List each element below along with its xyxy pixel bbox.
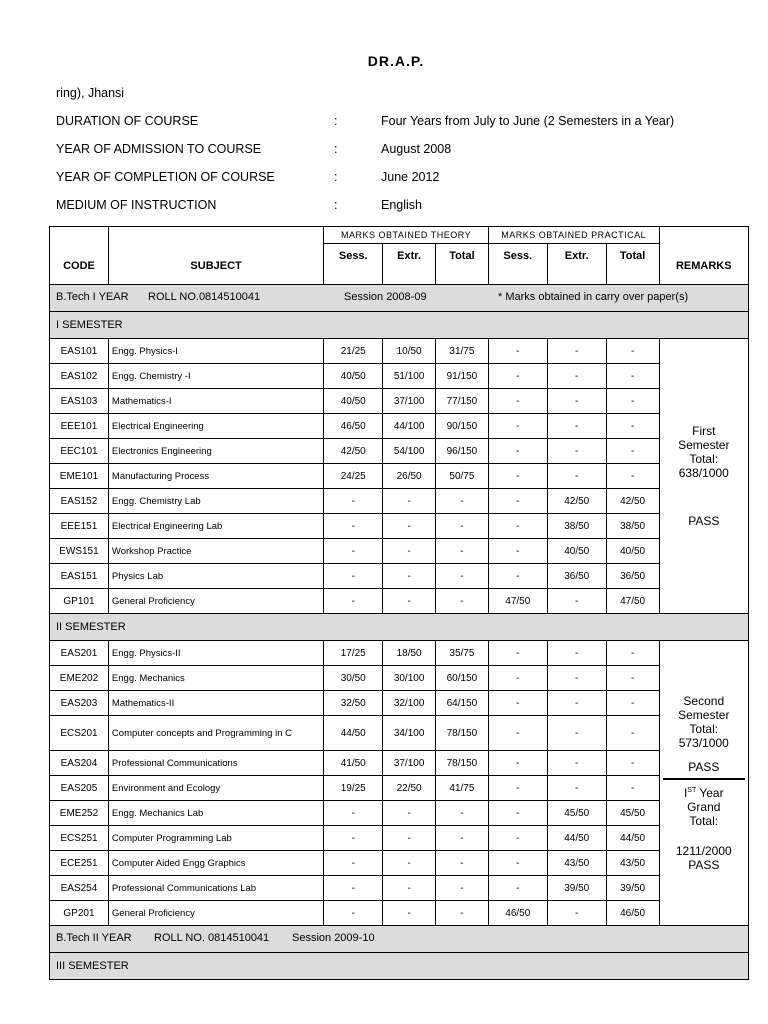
- practical-extr: 43/50: [547, 851, 606, 876]
- subject-name: Electrical Engineering Lab: [108, 514, 323, 539]
- subject-name: Engg. Mechanics Lab: [108, 801, 323, 826]
- theory-extr: 30/100: [383, 666, 436, 691]
- subject-code: ECE251: [50, 851, 109, 876]
- header-code: CODE: [50, 227, 109, 285]
- practical-sess: -: [488, 826, 547, 851]
- theory-extr: 34/100: [383, 716, 436, 751]
- practical-sess: -: [488, 339, 547, 364]
- theory-total: -: [436, 901, 489, 926]
- subject-code: EME101: [50, 464, 109, 489]
- semester-label: II SEMESTER: [50, 614, 749, 641]
- header-practical-extr: Extr.: [547, 244, 606, 285]
- subject-name: Professional Communications Lab: [108, 876, 323, 901]
- subject-name: Engg. Chemistry -I: [108, 364, 323, 389]
- subject-code: EAS205: [50, 776, 109, 801]
- practical-sess: -: [488, 564, 547, 589]
- theory-sess: -: [324, 901, 383, 926]
- info-label: DURATION OF COURSE: [56, 114, 199, 128]
- remark-line: Total:: [689, 452, 719, 466]
- practical-sess: 46/50: [488, 901, 547, 926]
- practical-extr: -: [547, 414, 606, 439]
- theory-sess: -: [324, 564, 383, 589]
- practical-total: -: [606, 439, 659, 464]
- subject-name: Physics Lab: [108, 564, 323, 589]
- subject-code: EAS102: [50, 364, 109, 389]
- theory-total: 77/150: [436, 389, 489, 414]
- practical-extr: 36/50: [547, 564, 606, 589]
- subject-code: GP201: [50, 901, 109, 926]
- practical-extr: -: [547, 666, 606, 691]
- remark-total: 573/1000: [678, 736, 729, 750]
- practical-total: -: [606, 641, 659, 666]
- practical-total: -: [606, 414, 659, 439]
- practical-sess: 47/50: [488, 589, 547, 614]
- subject-code: EWS151: [50, 539, 109, 564]
- subject-name: Environment and Ecology: [108, 776, 323, 801]
- session-label: Session 2009-10: [292, 932, 375, 944]
- remark-divider: [663, 778, 745, 780]
- year-band-1: [50, 285, 749, 312]
- remark-line: Total:: [689, 814, 719, 828]
- table-row: [50, 826, 749, 851]
- theory-total: 78/150: [436, 751, 489, 776]
- theory-total: -: [436, 851, 489, 876]
- theory-total: 96/150: [436, 439, 489, 464]
- year-remark-heading: IST Year: [683, 786, 724, 800]
- theory-extr: -: [383, 826, 436, 851]
- practical-sess: -: [488, 876, 547, 901]
- practical-extr: 42/50: [547, 489, 606, 514]
- table-row: [50, 364, 749, 389]
- info-value: English: [381, 198, 422, 212]
- subject-name: Computer Programming Lab: [108, 826, 323, 851]
- theory-total: 90/150: [436, 414, 489, 439]
- theory-sess: -: [324, 876, 383, 901]
- header-theory-extr: Extr.: [383, 244, 436, 285]
- subject-name: Workshop Practice: [108, 539, 323, 564]
- practical-extr: 40/50: [547, 539, 606, 564]
- practical-extr: -: [547, 439, 606, 464]
- table-row: [50, 876, 749, 901]
- theory-extr: 37/100: [383, 751, 436, 776]
- remark-total: 638/1000: [678, 466, 729, 480]
- practical-extr: -: [547, 691, 606, 716]
- practical-sess: -: [488, 389, 547, 414]
- remark-result: PASS: [688, 514, 720, 528]
- subject-name: Engg. Mechanics: [108, 666, 323, 691]
- theory-total: -: [436, 801, 489, 826]
- header-theory: MARKS OBTAINED THEORY: [324, 227, 489, 244]
- subject-name: Manufacturing Process: [108, 464, 323, 489]
- subject-code: EAS203: [50, 691, 109, 716]
- table-row: [50, 776, 749, 801]
- practical-extr: -: [547, 901, 606, 926]
- practical-total: 36/50: [606, 564, 659, 589]
- theory-extr: -: [383, 489, 436, 514]
- practical-sess: -: [488, 801, 547, 826]
- theory-extr: 37/100: [383, 389, 436, 414]
- info-value: June 2012: [381, 170, 440, 184]
- subject-code: EME202: [50, 666, 109, 691]
- grand-total: 1211/2000: [675, 844, 732, 858]
- semester-remark: [659, 339, 748, 614]
- practical-total: 39/50: [606, 876, 659, 901]
- semester-band-2: [50, 614, 749, 641]
- practical-total: 42/50: [606, 489, 659, 514]
- practical-sess: -: [488, 751, 547, 776]
- header-theory-sess: Sess.: [324, 244, 383, 285]
- practical-extr: 45/50: [547, 801, 606, 826]
- theory-extr: -: [383, 901, 436, 926]
- practical-sess: -: [488, 414, 547, 439]
- subject-code: EEC101: [50, 439, 109, 464]
- theory-sess: 41/50: [324, 751, 383, 776]
- remark-line: Second: [683, 694, 725, 708]
- subject-name: General Proficiency: [108, 589, 323, 614]
- table-row: [50, 414, 749, 439]
- practical-extr: -: [547, 389, 606, 414]
- theory-sess: 30/50: [324, 666, 383, 691]
- info-separator: :: [334, 114, 338, 128]
- table-row: [50, 564, 749, 589]
- practical-extr: -: [547, 339, 606, 364]
- theory-sess: 19/25: [324, 776, 383, 801]
- theory-extr: 18/50: [383, 641, 436, 666]
- practical-total: -: [606, 776, 659, 801]
- theory-extr: 26/50: [383, 464, 436, 489]
- header-practical-total: Total: [606, 244, 659, 285]
- subject-name: Computer Aided Engg Graphics: [108, 851, 323, 876]
- subject-code: ECS251: [50, 826, 109, 851]
- roll-number: ROLL NO. 0814510041: [154, 932, 270, 944]
- marks-table: [49, 226, 749, 980]
- practical-extr: -: [547, 589, 606, 614]
- header-theory-total: Total: [436, 244, 489, 285]
- table-row: [50, 539, 749, 564]
- theory-sess: -: [324, 589, 383, 614]
- semester-band-1: [50, 312, 749, 339]
- practical-sess: -: [488, 364, 547, 389]
- theory-sess: -: [324, 826, 383, 851]
- info-label: MEDIUM OF INSTRUCTION: [56, 198, 217, 212]
- info-value: August 2008: [381, 142, 452, 156]
- info-separator: :: [334, 198, 338, 212]
- theory-sess: 40/50: [324, 389, 383, 414]
- practical-extr: -: [547, 364, 606, 389]
- info-separator: :: [334, 170, 338, 184]
- theory-extr: 22/50: [383, 776, 436, 801]
- theory-total: 31/75: [436, 339, 489, 364]
- table-row: [50, 389, 749, 414]
- subject-code: EAS103: [50, 389, 109, 414]
- remark-result: PASS: [688, 858, 720, 872]
- practical-total: 40/50: [606, 539, 659, 564]
- practical-sess: -: [488, 851, 547, 876]
- practical-extr: -: [547, 776, 606, 801]
- practical-total: -: [606, 666, 659, 691]
- practical-total: 43/50: [606, 851, 659, 876]
- table-row: [50, 751, 749, 776]
- practical-extr: -: [547, 641, 606, 666]
- table-row: [50, 589, 749, 614]
- practical-total: -: [606, 389, 659, 414]
- subject-name: General Proficiency: [108, 901, 323, 926]
- practical-total: 47/50: [606, 589, 659, 614]
- theory-sess: 17/25: [324, 641, 383, 666]
- practical-total: 46/50: [606, 901, 659, 926]
- subject-code: EAS201: [50, 641, 109, 666]
- info-value: Four Years from July to June (2 Semesters in a Year): [381, 114, 675, 128]
- remark-line: Grand: [687, 800, 721, 814]
- practical-total: -: [606, 691, 659, 716]
- theory-total: -: [436, 826, 489, 851]
- table-row: [50, 339, 749, 364]
- remark-line: First: [692, 424, 716, 438]
- year-label: B.Tech I YEAR: [56, 291, 129, 303]
- theory-extr: 32/100: [383, 691, 436, 716]
- subject-code: EAS152: [50, 489, 109, 514]
- practical-extr: -: [547, 716, 606, 751]
- carry-over-note: * Marks obtained in carry over paper(s): [498, 291, 689, 303]
- remark-line: Semester: [678, 708, 730, 722]
- theory-extr: -: [383, 539, 436, 564]
- theory-sess: -: [324, 514, 383, 539]
- table-row: [50, 666, 749, 691]
- theory-extr: 54/100: [383, 439, 436, 464]
- theory-extr: -: [383, 514, 436, 539]
- table-row: [50, 464, 749, 489]
- subject-code: EAS151: [50, 564, 109, 589]
- table-row: [50, 439, 749, 464]
- theory-sess: 40/50: [324, 364, 383, 389]
- theory-sess: 42/50: [324, 439, 383, 464]
- table-row: [50, 641, 749, 666]
- subject-name: Engg. Chemistry Lab: [108, 489, 323, 514]
- theory-extr: -: [383, 564, 436, 589]
- theory-sess: 24/25: [324, 464, 383, 489]
- theory-total: 41/75: [436, 776, 489, 801]
- semester-remark: [659, 641, 748, 926]
- practical-total: 38/50: [606, 514, 659, 539]
- theory-sess: 32/50: [324, 691, 383, 716]
- practical-total: -: [606, 716, 659, 751]
- theory-sess: -: [324, 851, 383, 876]
- year-label: B.Tech II YEAR: [56, 932, 132, 944]
- practical-total: -: [606, 364, 659, 389]
- subject-code: EAS204: [50, 751, 109, 776]
- remark-line: Total:: [689, 722, 719, 736]
- theory-total: -: [436, 589, 489, 614]
- subject-code: EAS254: [50, 876, 109, 901]
- info-label: YEAR OF COMPLETION OF COURSE: [56, 170, 275, 184]
- theory-total: -: [436, 876, 489, 901]
- info-label: YEAR OF ADMISSION TO COURSE: [56, 142, 262, 156]
- subject-name: Mathematics-I: [108, 389, 323, 414]
- table-row: [50, 514, 749, 539]
- theory-extr: -: [383, 589, 436, 614]
- theory-total: -: [436, 539, 489, 564]
- subject-name: Engg. Physics-II: [108, 641, 323, 666]
- theory-sess: 21/25: [324, 339, 383, 364]
- practical-extr: -: [547, 751, 606, 776]
- header-remarks: REMARKS: [659, 227, 748, 285]
- theory-extr: -: [383, 851, 436, 876]
- theory-total: 78/150: [436, 716, 489, 751]
- theory-total: 50/75: [436, 464, 489, 489]
- subject-name: Computer concepts and Programming in C: [108, 716, 323, 751]
- theory-extr: -: [383, 876, 436, 901]
- roll-number: ROLL NO.0814510041: [148, 291, 261, 303]
- practical-sess: -: [488, 666, 547, 691]
- subject-code: EEE101: [50, 414, 109, 439]
- subject-name: Mathematics-II: [108, 691, 323, 716]
- practical-sess: -: [488, 641, 547, 666]
- theory-total: 35/75: [436, 641, 489, 666]
- theory-extr: 51/100: [383, 364, 436, 389]
- subject-code: EAS101: [50, 339, 109, 364]
- session-label: Session 2008-09: [344, 291, 427, 303]
- semester-label: I SEMESTER: [50, 312, 749, 339]
- practical-sess: -: [488, 691, 547, 716]
- practical-extr: 38/50: [547, 514, 606, 539]
- semester-label: III SEMESTER: [50, 953, 749, 980]
- practical-total: -: [606, 751, 659, 776]
- year-band-2: [50, 926, 749, 953]
- subject-code: EME252: [50, 801, 109, 826]
- theory-total: 60/150: [436, 666, 489, 691]
- practical-sess: -: [488, 439, 547, 464]
- table-row: [50, 901, 749, 926]
- theory-total: -: [436, 514, 489, 539]
- subject-name: Professional Communications: [108, 751, 323, 776]
- subject-code: EEE151: [50, 514, 109, 539]
- theory-total: -: [436, 489, 489, 514]
- practical-sess: -: [488, 716, 547, 751]
- table-row: [50, 716, 749, 751]
- remark-result: PASS: [688, 760, 720, 774]
- subject-name: Electrical Engineering: [108, 414, 323, 439]
- theory-total: 64/150: [436, 691, 489, 716]
- theory-sess: -: [324, 801, 383, 826]
- table-row: [50, 801, 749, 826]
- table-row: [50, 691, 749, 716]
- table-row: [50, 851, 749, 876]
- practical-extr: 44/50: [547, 826, 606, 851]
- practical-total: 45/50: [606, 801, 659, 826]
- theory-extr: -: [383, 801, 436, 826]
- practical-total: -: [606, 339, 659, 364]
- practical-total: -: [606, 464, 659, 489]
- practical-extr: -: [547, 464, 606, 489]
- semester-band-3: [50, 953, 749, 980]
- theory-extr: 44/100: [383, 414, 436, 439]
- header-practical: MARKS OBTAINED PRACTICAL: [488, 227, 659, 244]
- header-subject: SUBJECT: [108, 227, 323, 285]
- subject-code: ECS201: [50, 716, 109, 751]
- theory-sess: -: [324, 489, 383, 514]
- theory-total: 91/150: [436, 364, 489, 389]
- theory-sess: -: [324, 539, 383, 564]
- practical-sess: -: [488, 514, 547, 539]
- subject-name: Engg. Physics-I: [108, 339, 323, 364]
- theory-sess: 46/50: [324, 414, 383, 439]
- theory-extr: 10/50: [383, 339, 436, 364]
- table-row: [50, 489, 749, 514]
- practical-sess: -: [488, 539, 547, 564]
- institute-address: ring), Jhansi: [56, 86, 125, 100]
- subject-code: GP101: [50, 589, 109, 614]
- practical-sess: -: [488, 489, 547, 514]
- practical-sess: -: [488, 464, 547, 489]
- header-practical-sess: Sess.: [488, 244, 547, 285]
- practical-total: 44/50: [606, 826, 659, 851]
- theory-sess: 44/50: [324, 716, 383, 751]
- practical-sess: -: [488, 776, 547, 801]
- practical-extr: 39/50: [547, 876, 606, 901]
- document-title: DR.A.P.: [367, 53, 425, 69]
- info-separator: :: [334, 142, 338, 156]
- theory-total: -: [436, 564, 489, 589]
- remark-line: Semester: [678, 438, 730, 452]
- subject-name: Electronics Engineering: [108, 439, 323, 464]
